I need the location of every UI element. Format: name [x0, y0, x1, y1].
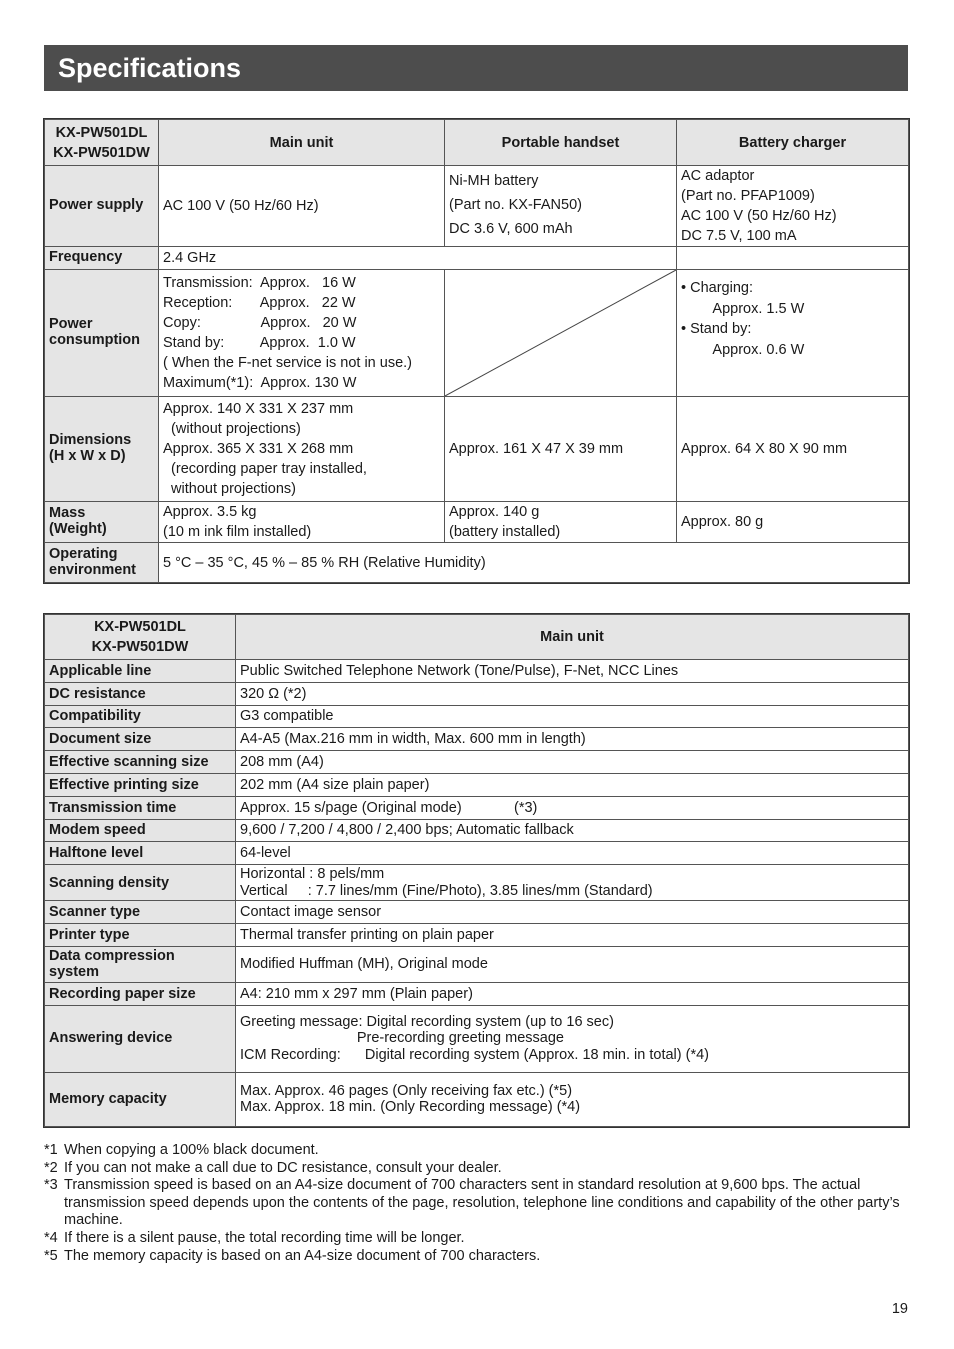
cell-value: AC 100 V (50 Hz/60 Hz) — [159, 166, 445, 247]
cell-value: Horizontal : 8 pels/mm Vertical : 7.7 lines/mm (Fine/Photo), 3.85 lines/mm (Standard) — [236, 865, 909, 901]
footnotes — [44, 1142, 914, 1265]
table-row — [45, 946, 909, 982]
footnote-mark: *5 — [44, 1247, 58, 1264]
specs-table-main-unit — [44, 614, 909, 1127]
row-label: Document size — [45, 728, 236, 751]
row-label: Compatibility — [45, 705, 236, 728]
footnote — [44, 1142, 914, 1160]
cell-value: 202 mm (A4 size plain paper) — [236, 773, 909, 796]
table-row — [45, 1005, 909, 1072]
footnote-mark: *4 — [44, 1229, 58, 1246]
cell-value: Approx. 15 s/page (Original mode) (*3) — [236, 796, 909, 819]
table-row — [45, 270, 909, 397]
table-row — [45, 660, 909, 683]
cell-empty — [677, 247, 909, 270]
cell-value: Thermal transfer printing on plain paper — [236, 923, 909, 946]
cell-value: • Charging: Approx. 1.5 W • Stand by: Approx. 0.6 W — [677, 270, 909, 397]
row-label: Operating environment — [45, 543, 159, 583]
cell-value: G3 compatible — [236, 705, 909, 728]
table-row — [45, 796, 909, 819]
row-label: Memory capacity — [45, 1072, 236, 1126]
cell-value: A4: 210 mm x 297 mm (Plain paper) — [236, 982, 909, 1005]
cell-value: 9,600 / 7,200 / 4,800 / 2,400 bps; Automatic fallback — [236, 819, 909, 842]
footnote — [44, 1248, 914, 1266]
cell-value: Approx. 3.5 kg (10 m ink film installed) — [159, 502, 445, 543]
col-header-portable-handset: Portable handset — [445, 120, 677, 166]
row-label: Halftone level — [45, 842, 236, 865]
cell-value: 2.4 GHz — [159, 247, 677, 270]
footnote-text: If you can not make a call due to DC resistance, consult your dealer. — [64, 1159, 502, 1176]
cell-value: Ni-MH battery (Part no. KX-FAN50) DC 3.6 V, 600 mAh — [445, 166, 677, 247]
table-row — [45, 773, 909, 796]
cell-value: 5 °C – 35 °C, 45 % – 85 % RH (Relative Humidity) — [159, 543, 909, 583]
model-name: KX-PW501DW — [53, 144, 150, 161]
row-label: Modem speed — [45, 819, 236, 842]
footnote — [44, 1230, 914, 1248]
row-label: Scanner type — [45, 901, 236, 924]
cell-value: 320 Ω (*2) — [236, 682, 909, 705]
footnote — [44, 1177, 914, 1230]
footnote-text: Transmission speed is based on an A4-size document of 700 characters sent in standard resolution at 9,600 bps. The actual transmission speed depends upon the contents of the page, resolution, telephone line conditions and capability of the other party’s machine. — [64, 1177, 900, 1229]
table-row — [45, 842, 909, 865]
cell-value: Contact image sensor — [236, 901, 909, 924]
row-label: DC resistance — [45, 682, 236, 705]
model-header — [45, 615, 236, 660]
cell-value: 208 mm (A4) — [236, 751, 909, 774]
table-row — [45, 166, 909, 247]
row-label: Answering device — [45, 1005, 236, 1072]
cell-value: Max. Approx. 46 pages (Only receiving fax etc.) (*5) Max. Approx. 18 min. (Only Recording message) (*4) — [236, 1072, 909, 1126]
row-label: Data compression system — [45, 946, 236, 982]
row-label: Power supply — [45, 166, 159, 247]
table-row — [45, 397, 909, 502]
row-label: Recording paper size — [45, 982, 236, 1005]
table-row — [45, 682, 909, 705]
cell-value: Public Switched Telephone Network (Tone/Pulse), F-Net, NCC Lines — [236, 660, 909, 683]
table-row — [45, 901, 909, 924]
cell-value: Approx. 161 X 47 X 39 mm — [445, 397, 677, 502]
row-label: Mass (Weight) — [45, 502, 159, 543]
cell-value: Approx. 140 X 331 X 237 mm (without projections) Approx. 365 X 331 X 268 mm (recording paper tray installed, without projections) — [159, 397, 445, 502]
page-number: 19 — [891, 1301, 908, 1317]
footnote-mark: *2 — [44, 1159, 58, 1176]
cell-value: Transmission: Approx. 16 W Reception: Approx. 22 W Copy: Approx. 20 W Stand by: Approx. 1.0 W ( When the F-net service is not in use.) Maximum(*1): Approx. 130 W — [159, 270, 445, 397]
col-header-main-unit: Main unit — [236, 615, 909, 660]
footnote-text: The memory capacity is based on an A4-size document of 700 characters. — [64, 1247, 541, 1264]
cell-value: Approx. 140 g (battery installed) — [445, 502, 677, 543]
row-label: Applicable line — [45, 660, 236, 683]
page-title: Specifications — [44, 45, 908, 91]
specs-table-units — [44, 119, 909, 583]
row-label: Effective scanning size — [45, 751, 236, 774]
footnote — [44, 1160, 914, 1178]
table-row — [45, 865, 909, 901]
cell-value: Approx. 80 g — [677, 502, 909, 543]
table-row — [45, 923, 909, 946]
row-label: Transmission time — [45, 796, 236, 819]
cell-value: AC adaptor (Part no. PFAP1009) AC 100 V (50 Hz/60 Hz) DC 7.5 V, 100 mA — [677, 166, 909, 247]
model-header — [45, 120, 159, 166]
not-applicable-diagonal — [445, 270, 677, 397]
cell-value: Greeting message: Digital recording system (up to 16 sec) Pre-recording greeting message ICM Recording: Digital recording system (Approx. 18 min. in total) (*4) — [236, 1005, 909, 1072]
table-row — [45, 819, 909, 842]
table-row — [45, 728, 909, 751]
table-row — [45, 982, 909, 1005]
model-name: KX-PW501DL — [55, 124, 148, 141]
model-name: KX-PW501DW — [91, 639, 189, 655]
row-label: Scanning density — [45, 865, 236, 901]
table-row — [45, 751, 909, 774]
footnote-text: When copying a 100% black document. — [64, 1142, 319, 1158]
table-row — [45, 502, 909, 543]
row-label: Effective printing size — [45, 773, 236, 796]
cell-value: 64-level — [236, 842, 909, 865]
cell-value: A4-A5 (Max.216 mm in width, Max. 600 mm in length) — [236, 728, 909, 751]
cell-value: Modified Huffman (MH), Original mode — [236, 946, 909, 982]
diagonal-line — [445, 270, 676, 396]
footnote-mark: *1 — [44, 1142, 58, 1158]
table-row — [45, 247, 909, 270]
row-label: Frequency — [45, 247, 159, 270]
footnote-text: If there is a silent pause, the total recording time will be longer. — [64, 1229, 465, 1246]
row-label: Power consumption — [45, 270, 159, 397]
row-label: Dimensions (H x W x D) — [45, 397, 159, 502]
footnote-mark: *3 — [44, 1177, 58, 1194]
col-header-main-unit: Main unit — [159, 120, 445, 166]
table-row — [45, 1072, 909, 1126]
table-row — [45, 705, 909, 728]
col-header-battery-charger: Battery charger — [677, 120, 909, 166]
table-row — [45, 543, 909, 583]
model-name: KX-PW501DL — [94, 619, 186, 635]
row-label: Printer type — [45, 923, 236, 946]
cell-value: Approx. 64 X 80 X 90 mm — [677, 397, 909, 502]
